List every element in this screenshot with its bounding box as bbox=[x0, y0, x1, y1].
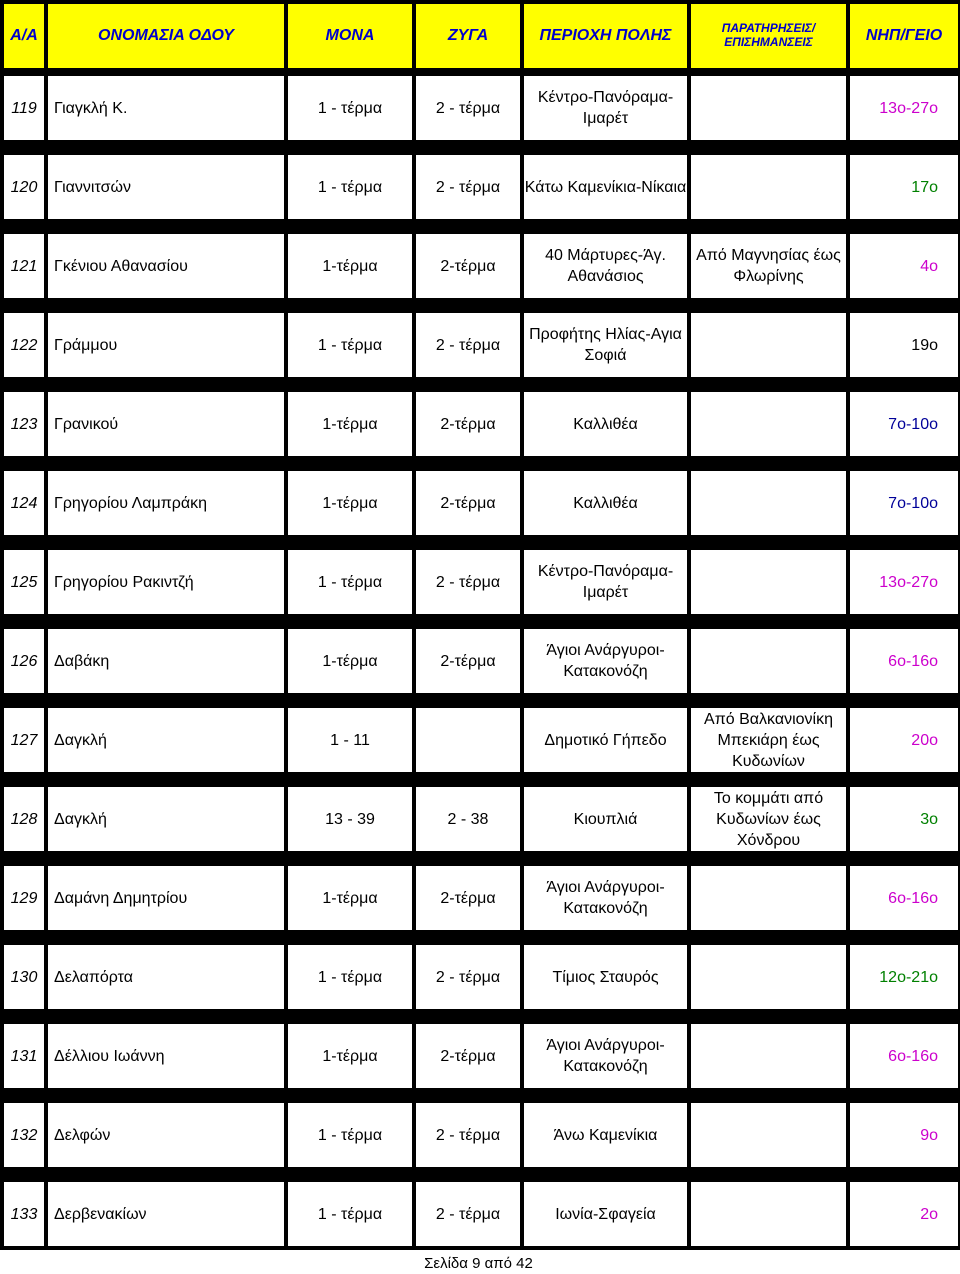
table-row bbox=[0, 309, 960, 388]
even-range bbox=[416, 708, 520, 772]
even-range: 2 - 38 bbox=[416, 787, 520, 851]
street-name: Δαμάνη Δημητρίου bbox=[48, 866, 284, 930]
odd-range: 1 - τέρμα bbox=[288, 1182, 412, 1246]
odd-range: 13 - 39 bbox=[288, 787, 412, 851]
row-number: 126 bbox=[4, 629, 44, 693]
even-range: 2 - τέρμα bbox=[416, 1103, 520, 1167]
table-row bbox=[0, 72, 960, 151]
header-notes bbox=[691, 4, 846, 68]
row-note: Από Μαγνησίας έως Φλωρίνης bbox=[691, 234, 846, 298]
table-row bbox=[0, 1020, 960, 1099]
row-note bbox=[691, 313, 846, 377]
city-area: 40 Μάρτυρες-Άγ. Αθανάσιος bbox=[524, 234, 687, 298]
street-name: Δαγκλή bbox=[48, 787, 284, 851]
header-aa: Α/Α bbox=[4, 4, 44, 68]
row-note: Το κομμάτι από Κυδωνίων έως Χόνδρου bbox=[691, 787, 846, 851]
row-note: Από Βαλκανιονίκη Μπεκιάρη έως Κυδωνίων bbox=[691, 708, 846, 772]
city-area: Προφήτης Ηλίας-Αγια Σοφιά bbox=[524, 313, 687, 377]
row-number: 123 bbox=[4, 392, 44, 456]
street-name: Δαβάκη bbox=[48, 629, 284, 693]
even-range: 2-τέρμα bbox=[416, 234, 520, 298]
kindergarten: 17ο bbox=[850, 155, 958, 219]
header-street: ΟΝΟΜΑΣΙΑ ΟΔΟΥ bbox=[48, 4, 284, 68]
odd-range: 1-τέρμα bbox=[288, 471, 412, 535]
row-note bbox=[691, 471, 846, 535]
even-range: 2-τέρμα bbox=[416, 629, 520, 693]
street-name: Γρηγορίου Λαμπράκη bbox=[48, 471, 284, 535]
row-number: 132 bbox=[4, 1103, 44, 1167]
kindergarten: 19ο bbox=[850, 313, 958, 377]
header-notes-line2: ΕΠΙΣΗΜΑΝΣΕΙΣ bbox=[724, 35, 813, 49]
header-school: ΝΗΠ/ΓΕΙΟ bbox=[850, 4, 958, 68]
city-area: Άνω Καμενίκια bbox=[524, 1103, 687, 1167]
city-area: Τίμιος Σταυρός bbox=[524, 945, 687, 1009]
row-number: 119 bbox=[4, 76, 44, 140]
header-notes-line1: ΠΑΡΑΤΗΡΗΣΕΙΣ/ bbox=[721, 21, 816, 36]
street-name: Δελφών bbox=[48, 1103, 284, 1167]
street-name: Γιαγκλή Κ. bbox=[48, 76, 284, 140]
row-number: 122 bbox=[4, 313, 44, 377]
city-area: Ιωνία-Σφαγεία bbox=[524, 1182, 687, 1246]
kindergarten: 2ο bbox=[850, 1182, 958, 1246]
even-range: 2-τέρμα bbox=[416, 1024, 520, 1088]
kindergarten: 20ο bbox=[850, 708, 958, 772]
street-name: Δέλλιου Ιωάννη bbox=[48, 1024, 284, 1088]
kindergarten: 12ο-21ο bbox=[850, 945, 958, 1009]
even-range: 2 - τέρμα bbox=[416, 313, 520, 377]
table-row bbox=[0, 151, 960, 230]
even-range: 2 - τέρμα bbox=[416, 155, 520, 219]
table-row bbox=[0, 1178, 960, 1257]
row-number: 125 bbox=[4, 550, 44, 614]
street-name: Δαγκλή bbox=[48, 708, 284, 772]
odd-range: 1-τέρμα bbox=[288, 866, 412, 930]
street-name: Γράμμου bbox=[48, 313, 284, 377]
kindergarten: 6ο-16ο bbox=[850, 629, 958, 693]
table-row bbox=[0, 704, 960, 783]
even-range: 2 - τέρμα bbox=[416, 550, 520, 614]
odd-range: 1 - τέρμα bbox=[288, 550, 412, 614]
row-note bbox=[691, 155, 846, 219]
street-name: Γκένιου Αθανασίου bbox=[48, 234, 284, 298]
kindergarten: 6ο-16ο bbox=[850, 1024, 958, 1088]
row-number: 120 bbox=[4, 155, 44, 219]
table-row bbox=[0, 941, 960, 1020]
street-name: Γιαννιτσών bbox=[48, 155, 284, 219]
even-range: 2 - τέρμα bbox=[416, 945, 520, 1009]
table-row bbox=[0, 625, 960, 704]
page-footer bbox=[0, 1255, 960, 1272]
street-name: Δελαπόρτα bbox=[48, 945, 284, 1009]
table-row bbox=[0, 467, 960, 546]
even-range: 2-τέρμα bbox=[416, 471, 520, 535]
city-area: Άγιοι Ανάργυροι-Κατακονόζη bbox=[524, 1024, 687, 1088]
city-area: Δημοτικό Γήπεδο bbox=[524, 708, 687, 772]
row-number: 131 bbox=[4, 1024, 44, 1088]
row-number: 128 bbox=[4, 787, 44, 851]
kindergarten: 3ο bbox=[850, 787, 958, 851]
city-area: Κιουπλιά bbox=[524, 787, 687, 851]
odd-range: 1 - τέρμα bbox=[288, 313, 412, 377]
header-area: ΠΕΡΙΟΧΗ ΠΟΛΗΣ bbox=[524, 4, 687, 68]
row-number: 133 bbox=[4, 1182, 44, 1246]
kindergarten: 7ο-10ο bbox=[850, 471, 958, 535]
page-number: Σελίδα 9 από 42 bbox=[424, 1255, 533, 1272]
row-note bbox=[691, 392, 846, 456]
table-row bbox=[0, 388, 960, 467]
table-row bbox=[0, 546, 960, 625]
row-number: 129 bbox=[4, 866, 44, 930]
row-note bbox=[691, 76, 846, 140]
city-area: Κέντρο-Πανόραμα-Ιμαρέτ bbox=[524, 550, 687, 614]
odd-range: 1 - τέρμα bbox=[288, 155, 412, 219]
street-name: Γρανικού bbox=[48, 392, 284, 456]
even-range: 2-τέρμα bbox=[416, 392, 520, 456]
kindergarten: 6ο-16ο bbox=[850, 866, 958, 930]
odd-range: 1 - τέρμα bbox=[288, 76, 412, 140]
kindergarten: 13ο-27ο bbox=[850, 550, 958, 614]
kindergarten: 7ο-10ο bbox=[850, 392, 958, 456]
city-area: Άγιοι Ανάργυροι-Κατακονόζη bbox=[524, 866, 687, 930]
row-number: 130 bbox=[4, 945, 44, 1009]
city-area: Κέντρο-Πανόραμα-Ιμαρέτ bbox=[524, 76, 687, 140]
city-area: Κάτω Καμενίκια-Νίκαια bbox=[524, 155, 687, 219]
kindergarten: 13ο-27ο bbox=[850, 76, 958, 140]
header-odd: ΜΟΝΑ bbox=[288, 4, 412, 68]
table-row bbox=[0, 783, 960, 862]
street-name: Γρηγορίου Ρακιντζή bbox=[48, 550, 284, 614]
table-row bbox=[0, 862, 960, 941]
odd-range: 1-τέρμα bbox=[288, 234, 412, 298]
row-note bbox=[691, 629, 846, 693]
even-range: 2 - τέρμα bbox=[416, 76, 520, 140]
city-area: Άγιοι Ανάργυροι-Κατακονόζη bbox=[524, 629, 687, 693]
row-note bbox=[691, 1103, 846, 1167]
odd-range: 1-τέρμα bbox=[288, 629, 412, 693]
row-number: 127 bbox=[4, 708, 44, 772]
row-note bbox=[691, 1024, 846, 1088]
city-area: Καλλιθέα bbox=[524, 471, 687, 535]
row-note bbox=[691, 1182, 846, 1246]
odd-range: 1-τέρμα bbox=[288, 1024, 412, 1088]
even-range: 2 - τέρμα bbox=[416, 1182, 520, 1246]
street-name: Δερβενακίων bbox=[48, 1182, 284, 1246]
table-row bbox=[0, 230, 960, 309]
odd-range: 1 - 11 bbox=[288, 708, 412, 772]
row-number: 121 bbox=[4, 234, 44, 298]
even-range: 2-τέρμα bbox=[416, 866, 520, 930]
row-note bbox=[691, 866, 846, 930]
table-row bbox=[0, 1099, 960, 1178]
header-even: ΖΥΓΑ bbox=[416, 4, 520, 68]
odd-range: 1 - τέρμα bbox=[288, 1103, 412, 1167]
kindergarten: 9ο bbox=[850, 1103, 958, 1167]
row-number: 124 bbox=[4, 471, 44, 535]
odd-range: 1-τέρμα bbox=[288, 392, 412, 456]
kindergarten: 4ο bbox=[850, 234, 958, 298]
odd-range: 1 - τέρμα bbox=[288, 945, 412, 1009]
row-note bbox=[691, 550, 846, 614]
row-note bbox=[691, 945, 846, 1009]
city-area: Καλλιθέα bbox=[524, 392, 687, 456]
